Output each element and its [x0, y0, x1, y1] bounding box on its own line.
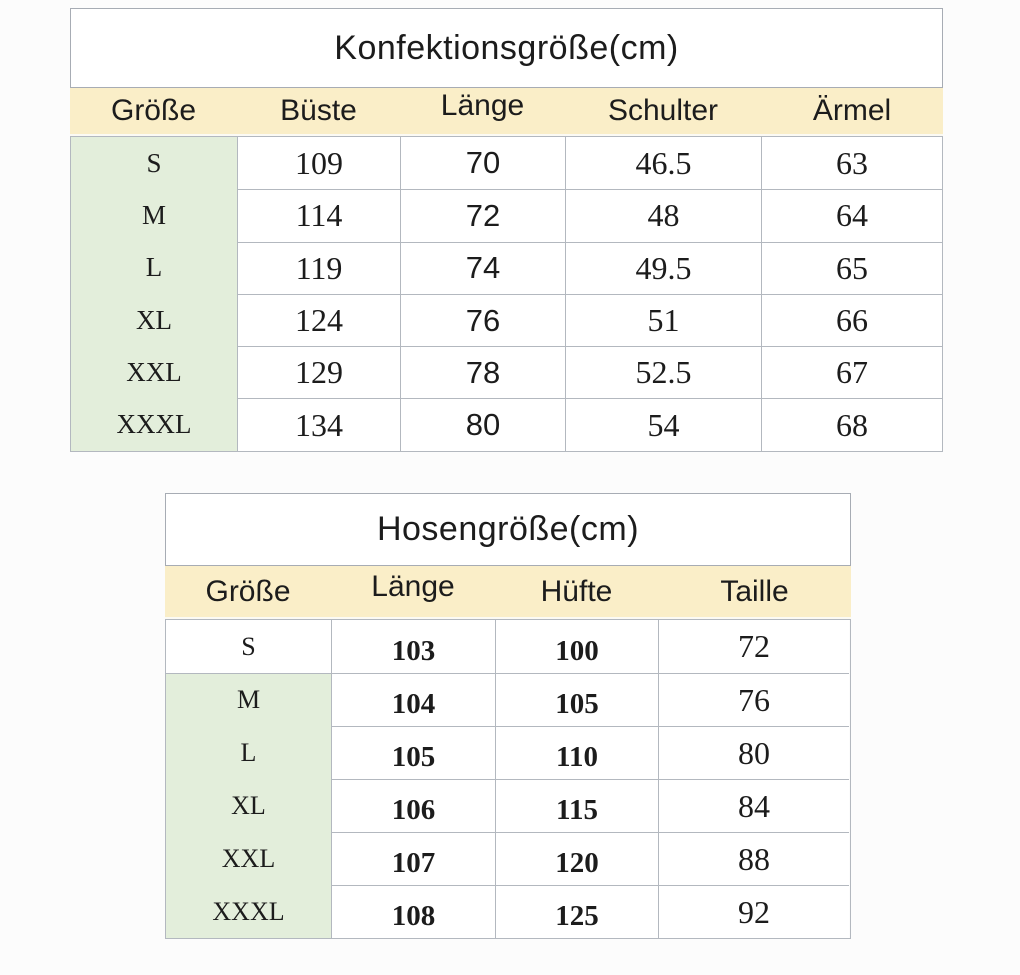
cell-size: XXL [166, 832, 331, 885]
cell-size: L [166, 726, 331, 779]
cell-size: S [166, 620, 331, 673]
cell-length: 107 [331, 832, 495, 885]
table-row [71, 346, 942, 398]
clothing-table-title: Konfektionsgröße(cm) [70, 8, 943, 88]
clothing-table-body [70, 136, 943, 452]
pants-table-title: Hosengröße(cm) [165, 493, 851, 566]
cell-waist: 92 [658, 885, 849, 938]
cell-length: 106 [331, 779, 495, 832]
cell-bust: 114 [237, 189, 400, 241]
cell-hip: 120 [495, 832, 658, 885]
pants-size-table [165, 493, 851, 939]
table-row [166, 726, 850, 779]
cell-hip: 115 [495, 779, 658, 832]
cell-shoulder: 48 [565, 189, 761, 241]
cell-length: 80 [400, 398, 565, 450]
pants-table-body [165, 619, 851, 939]
cell-length: 76 [400, 294, 565, 346]
cell-sleeve: 65 [761, 242, 942, 294]
cell-hip: 105 [495, 673, 658, 726]
cell-size: XL [166, 779, 331, 832]
table-row [71, 398, 942, 450]
cell-waist: 88 [658, 832, 849, 885]
table-row [71, 242, 942, 294]
cell-shoulder: 49.5 [565, 242, 761, 294]
col-header-waist: Taille [720, 574, 789, 608]
cell-size: M [71, 189, 237, 241]
cell-bust: 134 [237, 398, 400, 450]
table-row [71, 189, 942, 241]
cell-sleeve: 64 [761, 189, 942, 241]
cell-bust: 124 [237, 294, 400, 346]
cell-size: L [71, 242, 237, 294]
cell-size: XL [71, 294, 237, 346]
col-header-length: Länge [371, 569, 455, 603]
col-header-size: Größe [205, 574, 291, 608]
cell-length: 72 [400, 189, 565, 241]
col-header-length: Länge [440, 89, 525, 122]
cell-hip: 100 [495, 620, 658, 673]
cell-hip: 125 [495, 885, 658, 938]
pants-table-header-row [165, 566, 851, 619]
cell-shoulder: 46.5 [565, 137, 761, 189]
table-row [71, 294, 942, 346]
cell-length: 108 [331, 885, 495, 938]
cell-length: 103 [331, 620, 495, 673]
table-row [166, 779, 850, 832]
col-header-sleeve: Ärmel [812, 94, 892, 127]
cell-sleeve: 66 [761, 294, 942, 346]
cell-shoulder: 52.5 [565, 346, 761, 398]
cell-hip: 110 [495, 726, 658, 779]
cell-sleeve: 63 [761, 137, 942, 189]
cell-sleeve: 68 [761, 398, 942, 450]
col-header-shoulder: Schulter [607, 94, 719, 127]
clothing-size-table [70, 8, 943, 452]
cell-waist: 84 [658, 779, 849, 832]
cell-bust: 119 [237, 242, 400, 294]
cell-size: M [166, 673, 331, 726]
cell-shoulder: 51 [565, 294, 761, 346]
cell-waist: 76 [658, 673, 849, 726]
cell-length: 104 [331, 673, 495, 726]
cell-shoulder: 54 [565, 398, 761, 450]
col-header-hip: Hüfte [540, 574, 613, 608]
clothing-table-header-row [70, 88, 943, 136]
col-header-bust: Büste [280, 94, 357, 127]
cell-sleeve: 67 [761, 346, 942, 398]
table-row [71, 137, 942, 189]
cell-bust: 129 [237, 346, 400, 398]
cell-size: XXXL [71, 398, 237, 450]
cell-waist: 72 [658, 620, 849, 673]
cell-waist: 80 [658, 726, 849, 779]
table-row [166, 832, 850, 885]
col-header-size: Größe [110, 94, 197, 127]
cell-length: 70 [400, 137, 565, 189]
cell-size: XXL [71, 346, 237, 398]
cell-bust: 109 [237, 137, 400, 189]
table-row [166, 885, 850, 938]
cell-size: XXXL [166, 885, 331, 938]
cell-size: S [71, 137, 237, 189]
cell-length: 74 [400, 242, 565, 294]
cell-length: 78 [400, 346, 565, 398]
table-row [166, 673, 850, 726]
table-row [166, 620, 850, 673]
cell-length: 105 [331, 726, 495, 779]
